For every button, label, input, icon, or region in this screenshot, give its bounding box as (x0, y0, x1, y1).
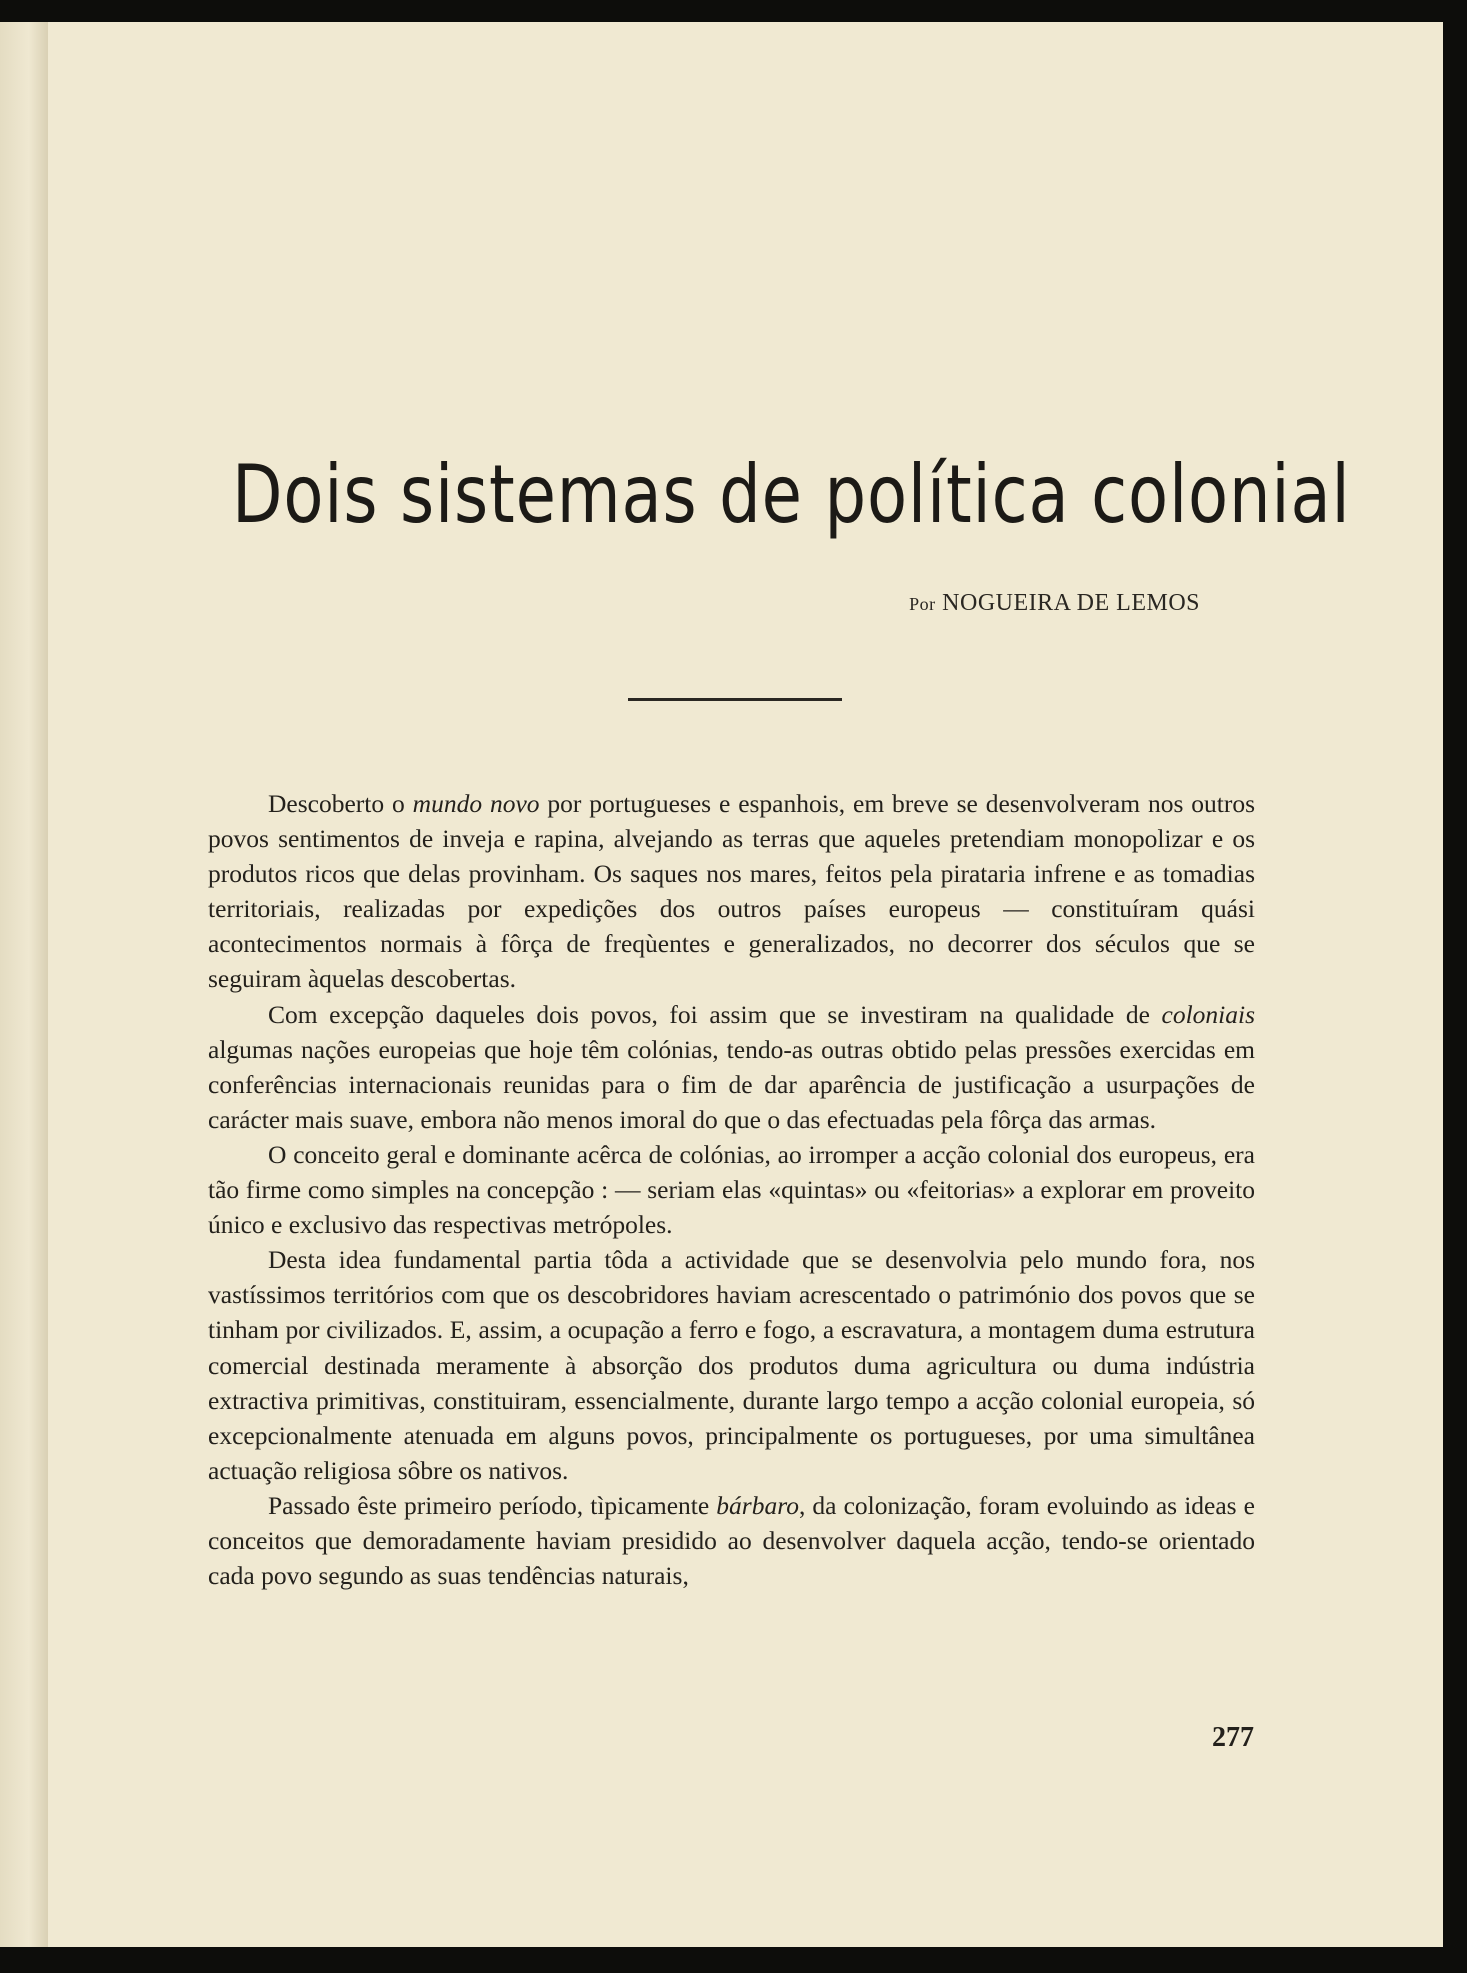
paragraph (208, 997, 1255, 1137)
article-body (208, 786, 1255, 1593)
paragraph-text: O conceito geral e dominante acêrca de colónias, ao irromper a acção colonial dos europeus, era tão firme como simples na concepção : — seriam elas «quintas» ou «feitorias» a explorar em proveito único e exclusivo das respectivas metrópoles. (208, 1139, 1255, 1240)
paragraph (208, 1242, 1255, 1488)
paragraph-text: , da colonização, foram evoluindo as ideas e conceitos que demoradamente haviam presidido ao desenvolver daquela acção, tendo-se orientado cada povo segundo as suas tendências naturais, (208, 1490, 1255, 1591)
paragraph-text: algumas nações europeias que hoje têm colónias, tendo-as outras obtido pelas pressões exercidas em conferências internacionais reunidas para o fim de dar aparência de justificação a usurpações de carácter mais suave, embora não menos imoral do que o das efectuadas pela fôrça das armas. (208, 1034, 1255, 1134)
paragraph-text: Passado êste primeiro período, tìpicamente (268, 1490, 717, 1520)
paragraph-text: Desta idea fundamental partia tôda a actividade que se desenvolvia pelo mundo fora, nos vastíssimos territórios com que os descobridores haviam acrescentado o património dos povos que se tinham por civilizados. E, assim, a ocupação a ferro e fogo, a escravatura, a montagem duma estrutura comercial destinada meramente à absorção dos produtos duma agricultura ou duma indústria extractiva primitivas, constituiram, essencialmente, durante largo tempo a acção colonial europeia, só excepcionalmente atenuada em alguns povos, principalmente os portugueses, por uma simultânea actuação religiosa sôbre os nativos. (208, 1245, 1255, 1485)
italic-text: mundo novo (412, 789, 540, 818)
italic-text: bárbaro (716, 1490, 799, 1520)
page-edge (0, 22, 48, 1947)
article-title: Dois sistemas de política colonial (232, 448, 1351, 541)
byline (820, 590, 1200, 617)
paragraph-text: Descoberto o (268, 789, 413, 818)
author-name: NOGUEIRA DE LEMOS (942, 590, 1200, 616)
paragraph (208, 1488, 1255, 1593)
paragraph (208, 1137, 1255, 1242)
page-number: 277 (1212, 1722, 1254, 1753)
italic-text: coloniais (1161, 999, 1255, 1029)
paragraph-text: por portugueses e espanhois, em breve se desenvolveram nos outros povos sentimentos de inveja e rapina, alvejando as terras que aqueles pretendiam monopolizar e os produtos ricos que delas provinham. Os saques nos mares, feitos pela pirataria infrene e as tomadias territoriais, realizadas por expedições dos outros países europeus — constituíram quási acontecimentos normais à fôrça de freqùentes e generalizados, no decorrer dos séculos que se seguiram àquelas descobertas. (208, 789, 1256, 994)
paragraph (208, 786, 1255, 997)
title-divider (628, 698, 842, 701)
paragraph-text: Com excepção daqueles dois povos, foi assim que se investiram na qualidade de (268, 999, 1162, 1029)
byline-prefix: Por (909, 594, 936, 614)
